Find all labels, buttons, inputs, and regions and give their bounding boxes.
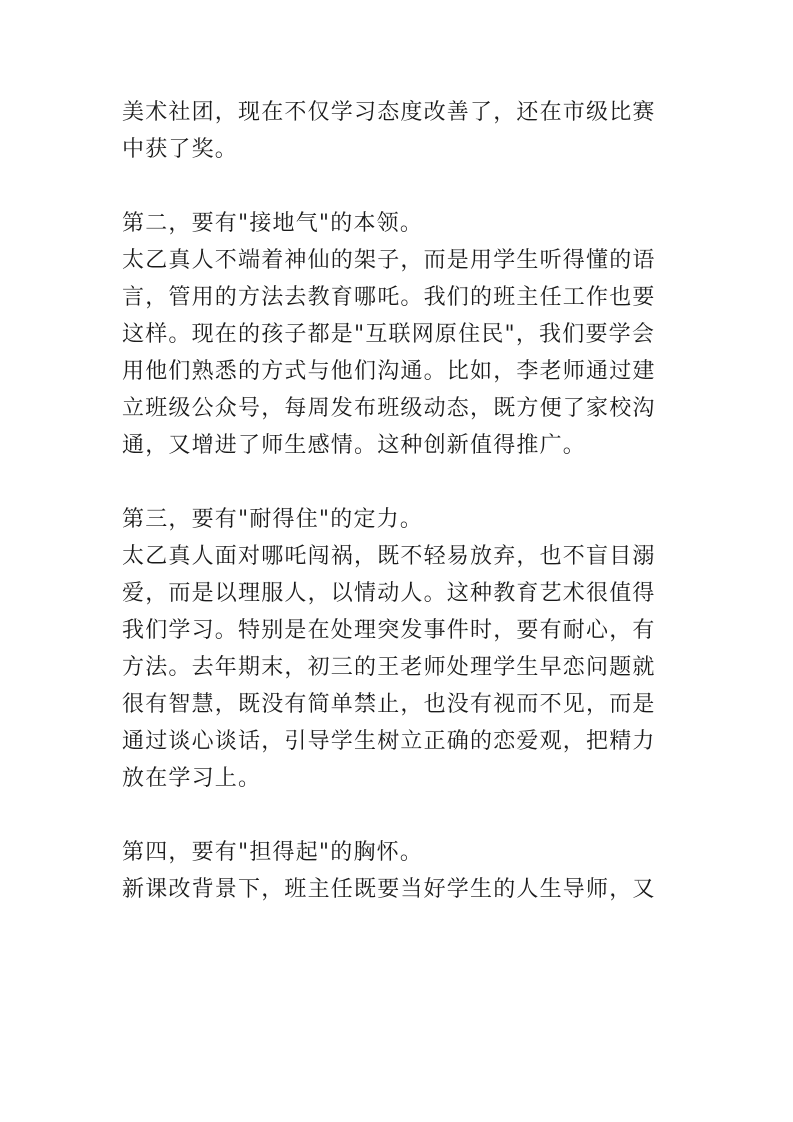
text-line: 言，管用的方法去教育哪吒。我们的班主任工作也要 (122, 285, 656, 310)
body-paragraph (122, 242, 682, 464)
text-line: 用他们熟悉的方式与他们沟通。比如，李老师通过建 (122, 359, 656, 384)
body-paragraph (122, 94, 682, 168)
paragraph-gap (122, 168, 682, 205)
text-line: 第三，要有"耐得住"的定力。 (122, 507, 424, 532)
text-line: 这样。现在的孩子都是"互联网原住民"，我们要学会 (122, 322, 656, 347)
paragraph-gap (122, 797, 682, 834)
text-line: 放在学习上。 (122, 766, 262, 791)
text-line: 我们学习。特别是在处理突发事件时，要有耐心，有 (122, 618, 656, 643)
text-line: 通过谈心谈话，引导学生树立正确的恋爱观，把精力 (122, 729, 656, 754)
section-heading (122, 834, 682, 871)
text-line: 方法。去年期末，初三的王老师处理学生早恋问题就 (122, 655, 656, 680)
text-line: 立班级公众号，每周发布班级动态，既方便了家校沟 (122, 396, 656, 421)
text-line: 第二，要有"接地气"的本领。 (122, 211, 424, 236)
text-line: 通，又增进了师生感情。这种创新值得推广。 (122, 433, 587, 458)
body-paragraph (122, 871, 682, 908)
text-line: 很有智慧，既没有简单禁止，也没有视而不见，而是 (122, 692, 656, 717)
section-heading (122, 205, 682, 242)
document-page (122, 94, 682, 908)
paragraph-gap (122, 464, 682, 501)
text-line: 太乙真人不端着神仙的架子，而是用学生听得懂的语 (122, 248, 656, 273)
text-line: 第四，要有"担得起"的胸怀。 (122, 840, 424, 865)
text-line: 美术社团，现在不仅学习态度改善了，还在市级比赛 (122, 100, 656, 125)
text-line: 新课改背景下，班主任既要当好学生的人生导师，又 (122, 877, 656, 902)
body-paragraph (122, 538, 682, 797)
text-line: 中获了奖。 (122, 137, 239, 162)
section-heading (122, 501, 682, 538)
text-line: 爱，而是以理服人，以情动人。这种教育艺术很值得 (122, 581, 656, 606)
text-line: 太乙真人面对哪吒闯祸，既不轻易放弃，也不盲目溺 (122, 544, 656, 569)
